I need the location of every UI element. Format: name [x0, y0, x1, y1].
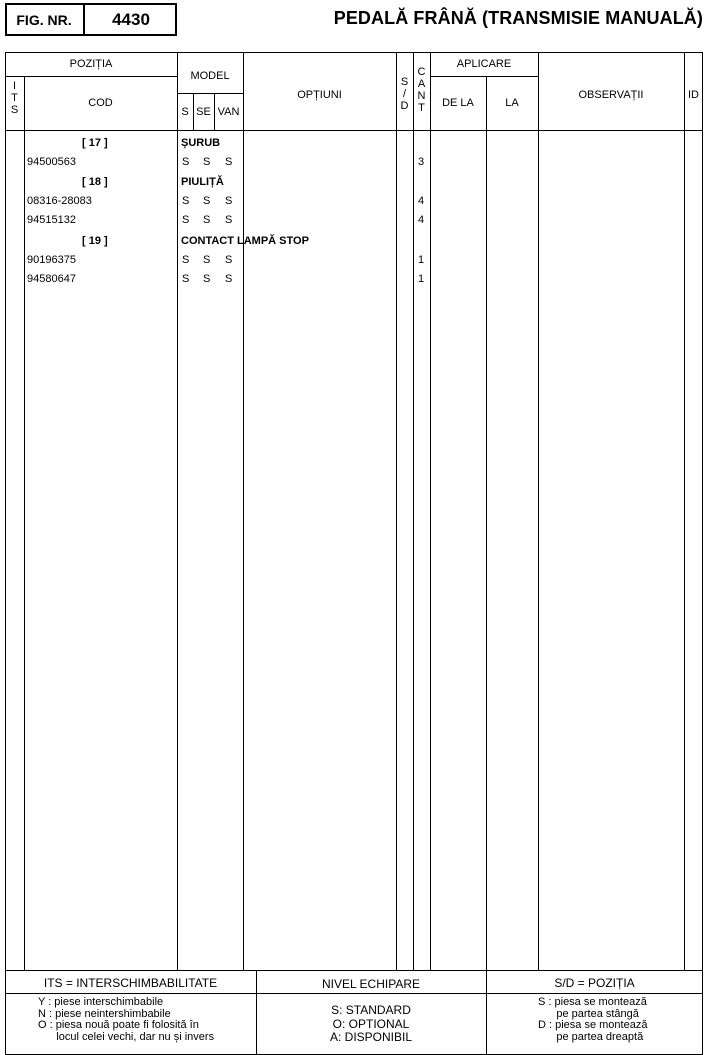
model-se: S — [203, 254, 211, 266]
part-cant: 4 — [418, 195, 425, 207]
model-van: S — [225, 254, 233, 266]
model-van: S — [225, 214, 233, 226]
header-sd: S / D — [400, 76, 409, 112]
model-se: S — [203, 156, 211, 168]
header-model-s: S — [181, 106, 189, 118]
model-s: S — [182, 254, 190, 266]
header-aplicare: APLICARE — [456, 58, 512, 70]
part-cant: 3 — [418, 156, 425, 168]
model-van: S — [225, 195, 233, 207]
header-id: ID — [688, 89, 699, 101]
group-name: CONTACT LAMPĂ STOP — [181, 235, 309, 247]
part-code: 94515132 — [27, 214, 76, 226]
part-code: 94500563 — [27, 156, 76, 168]
group-ref: [ 17 ] — [82, 137, 108, 149]
header-model-van: VAN — [217, 106, 240, 118]
part-cant: 1 — [418, 273, 425, 285]
header-optiuni: OPȚIUNI — [297, 89, 342, 101]
parts-table-frame — [5, 52, 703, 1055]
model-s: S — [182, 273, 190, 285]
model-se: S — [203, 273, 211, 285]
legend-its-lines: Y : piese interschimbabile N : piese neintershimbabile O : piesa nouă poate fi folosită în locul celei vechi, dar nu și invers — [38, 996, 215, 1043]
figure-label: FIG. NR. — [5, 3, 85, 36]
header-pozitia: POZIȚIA — [69, 58, 113, 70]
header-observatii: OBSERVAȚII — [578, 89, 644, 101]
legend-nivel-lines: S: STANDARD O: OPTIONAL A: DISPONIBIL — [329, 1003, 413, 1044]
header-cod: COD — [88, 97, 113, 109]
figure-number: 4430 — [112, 9, 150, 29]
legend-sd-lines: S : piesa se montează pe partea stângă D : piesa se montează pe partea dreaptă — [538, 996, 648, 1043]
part-cant: 4 — [418, 214, 425, 226]
model-se: S — [203, 214, 211, 226]
header-la: LA — [505, 97, 519, 109]
group-ref: [ 19 ] — [82, 235, 108, 247]
group-name: ȘURUB — [181, 137, 221, 149]
legend-its-title: ITS = INTERSCHIMBABILITATE — [43, 976, 218, 990]
legend-sd-title: S/D = POZIȚIA — [554, 976, 635, 990]
model-s: S — [182, 156, 190, 168]
header-de-la: DE LA — [442, 97, 474, 109]
part-code: 08316-28083 — [27, 195, 92, 207]
page-title: PEDALĂ FRÂNĂ (TRANSMISIE MANUALĂ) — [333, 8, 703, 28]
group-name: PIULIȚĂ — [181, 176, 224, 188]
model-s: S — [182, 195, 190, 207]
part-cant: 1 — [418, 254, 425, 266]
header-its: I T S — [10, 80, 19, 116]
group-ref: [ 18 ] — [82, 176, 108, 188]
model-s: S — [182, 214, 190, 226]
header-model-se: SE — [196, 106, 211, 118]
part-code: 90196375 — [27, 254, 76, 266]
part-code: 94580647 — [27, 273, 76, 285]
header-model: MODEL — [190, 70, 230, 82]
model-van: S — [225, 156, 233, 168]
legend-nivel-title: NIVEL ECHIPARE — [321, 977, 421, 991]
header-cant: C A N T — [417, 66, 426, 114]
model-van: S — [225, 273, 233, 285]
model-se: S — [203, 195, 211, 207]
